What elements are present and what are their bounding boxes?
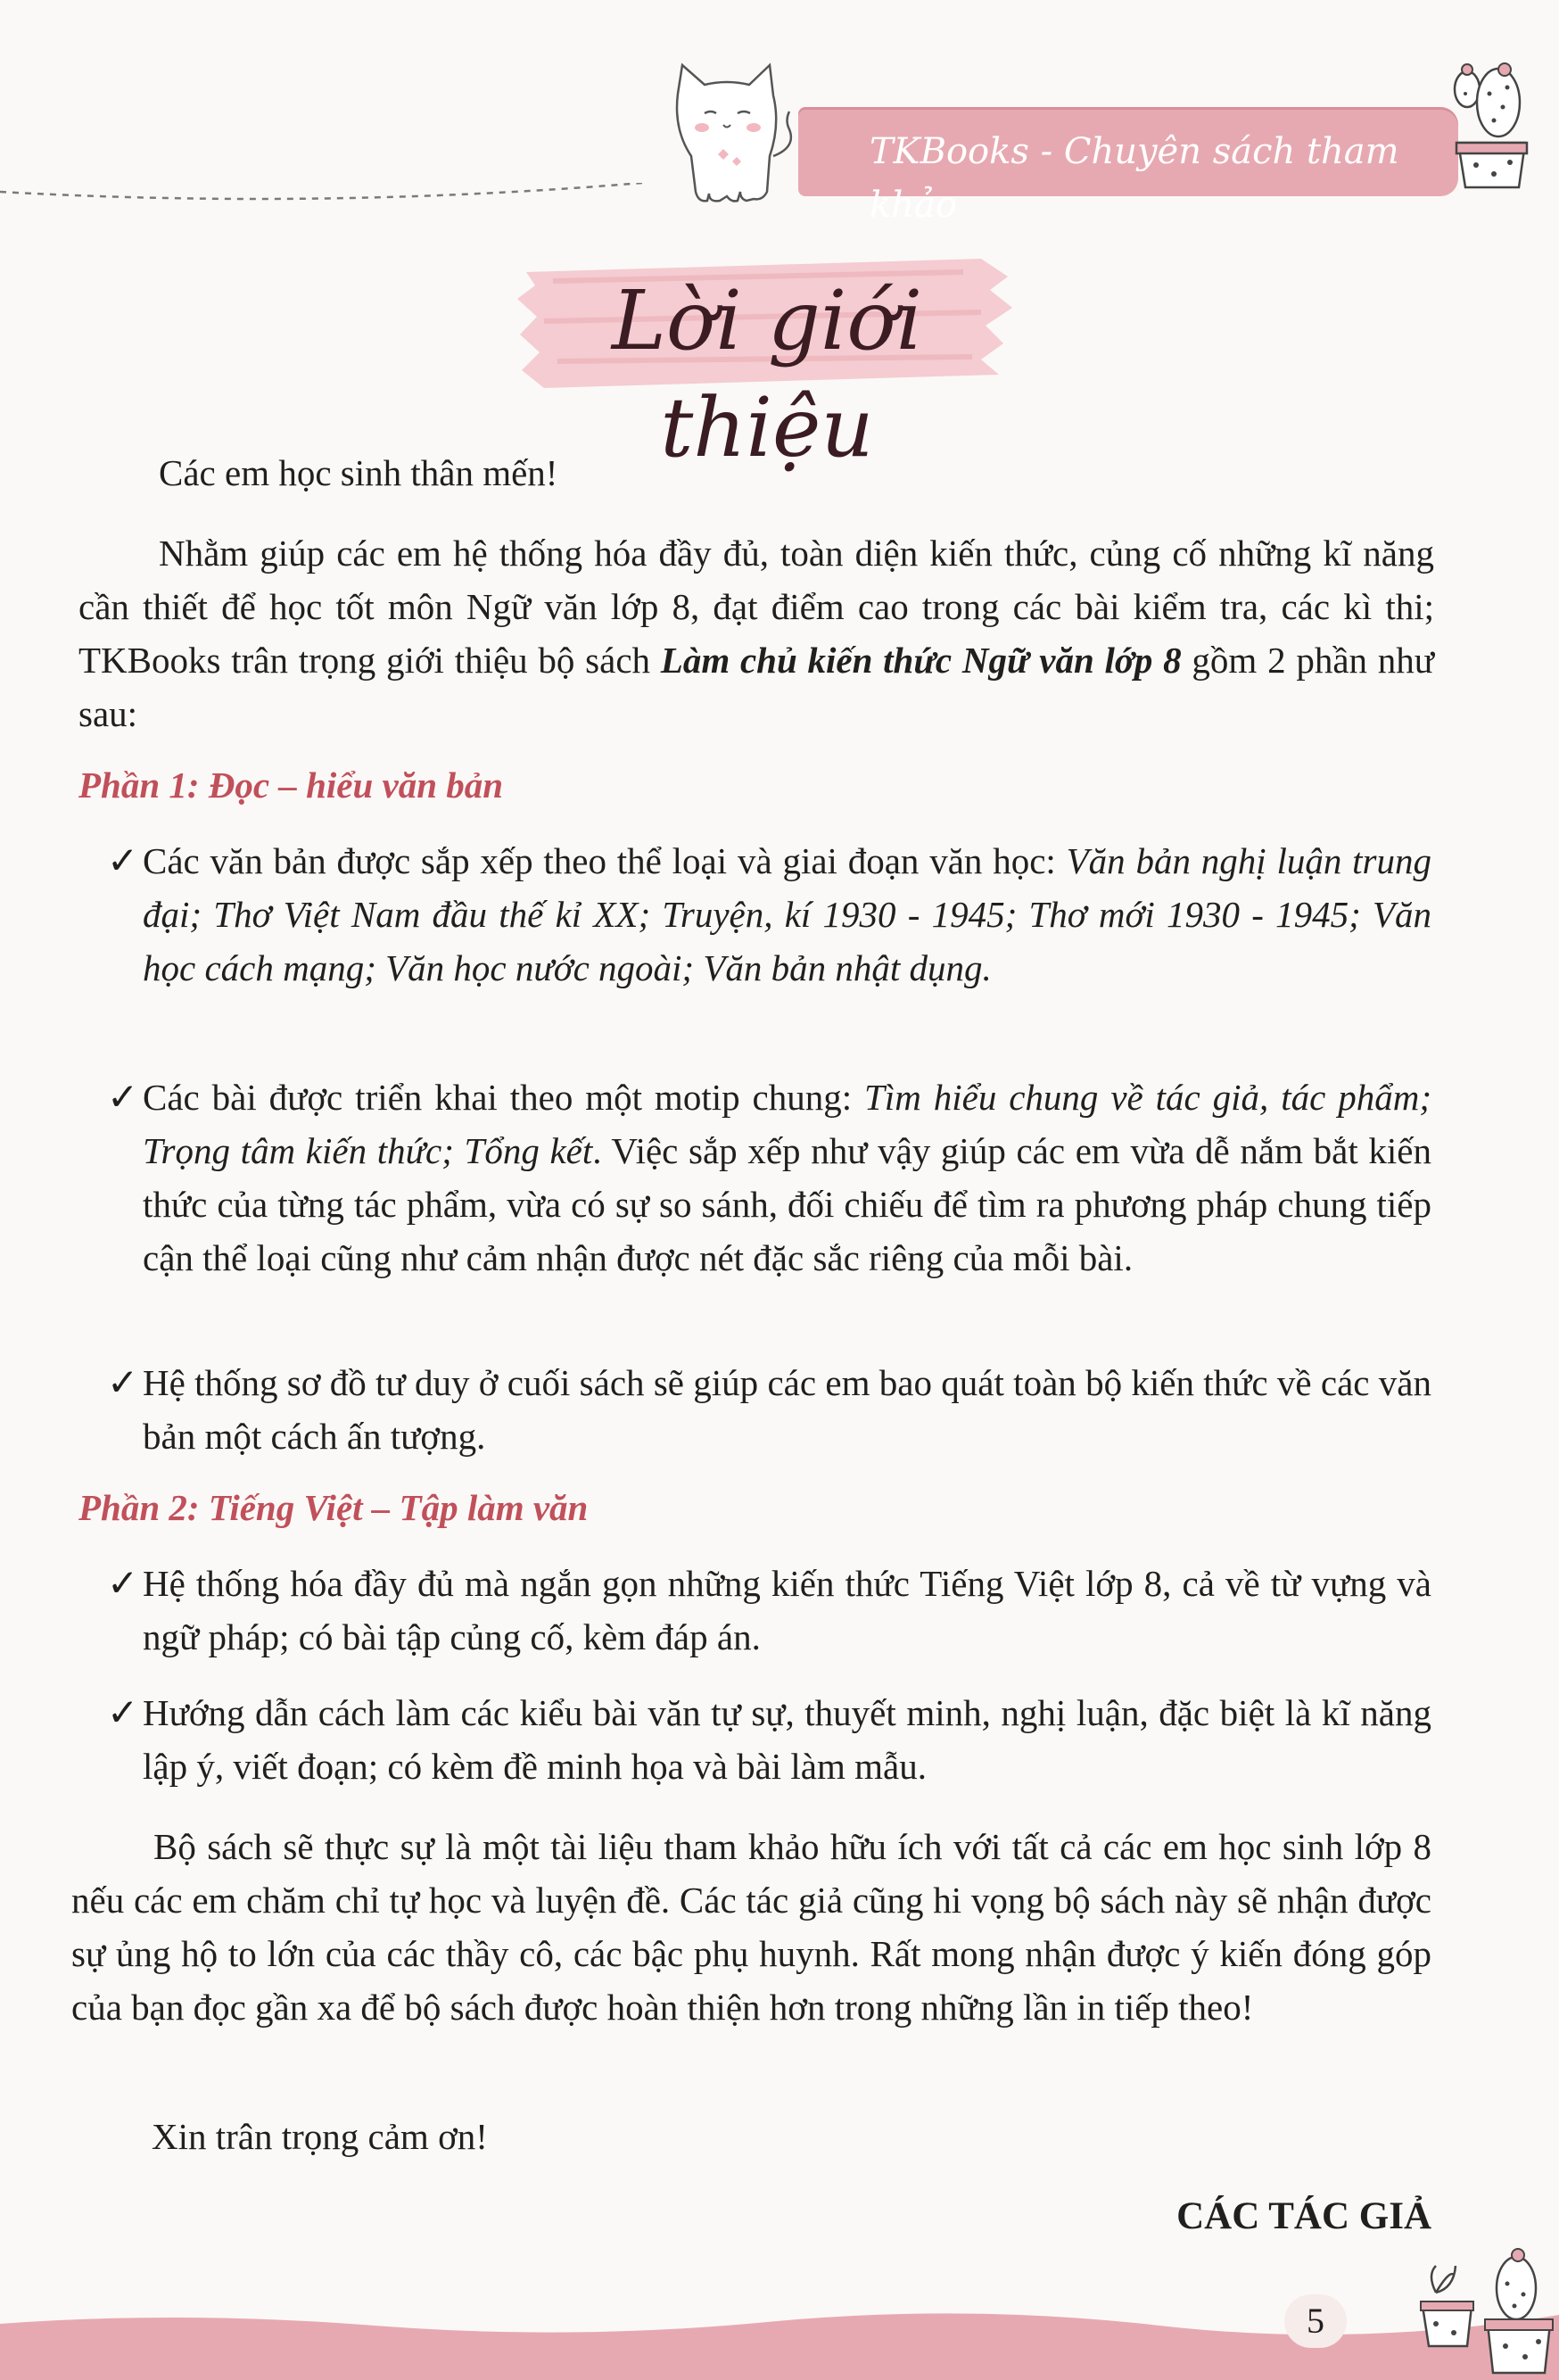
page-title: Lời giới thiệu bbox=[611, 273, 923, 475]
page-number: 5 bbox=[1284, 2294, 1347, 2348]
part1-bullet-2 bbox=[107, 1070, 1431, 1285]
closing-paragraph: Bộ sách sẽ thực sự là một tài liệu tham khảo hữu ích với tất cả các em học sinh lớp 8 nếu các em chăm chỉ tự học và luyện đề. Các tác giả cũng hi vọng bộ sách này sẽ nhận được sự ủng hộ to lớn của các thầy cô, các bậc phụ huynh. Rất mong nhận được ý kiến đóng góp của bạn đọc gần xa để bộ sách được hoàn thiện hơn trong những lần in tiếp theo! bbox=[71, 1826, 1431, 2028]
book-title: Làm chủ kiến thức Ngữ văn lớp 8 bbox=[660, 640, 1182, 681]
check-icon: ✓ bbox=[107, 1690, 139, 1734]
part1-bullet-1 bbox=[107, 834, 1431, 995]
bullet-italic-text: Tìm hiểu chung về tác giả, tác phẩm; Trọng tâm kiến thức; Tổng kết bbox=[143, 1077, 1431, 1171]
intro-paragraph bbox=[78, 526, 1434, 740]
check-icon: ✓ bbox=[107, 1561, 139, 1605]
part1-heading: Phần 1: Đọc – hiểu văn bản bbox=[78, 764, 504, 806]
bullet-text: Các bài được triển khai theo một motip chung: bbox=[143, 1077, 865, 1118]
check-icon: ✓ bbox=[107, 1075, 139, 1119]
greeting-text: Các em học sinh thân mến! bbox=[159, 452, 558, 493]
check-icon: ✓ bbox=[107, 839, 139, 882]
intro-text-1: Nhằm giúp các em hệ thống hóa đầy đủ, toàn diện kiến thức, củng cố những kĩ năng cần thiết để học tốt môn Ngữ văn lớp 8, đạt điểm cao trong các bài kiểm tra, các kì thi; TKBooks trân trọng giới thiệu bộ sách bbox=[78, 533, 1434, 681]
intro-text-2: gồm 2 phần như sau: bbox=[78, 640, 1434, 734]
bullet-text: Hướng dẫn cách làm các kiểu bài văn tự sự, thuyết minh, nghị luận, đặc biệt là kĩ năng lập ý, viết đoạn; có kèm đề minh họa và bài làm mẫu. bbox=[143, 1692, 1431, 1787]
cactus-pots-icon bbox=[1418, 2239, 1559, 2380]
bullet-text: Hệ thống hóa đầy đủ mà ngắn gọn những kiến thức Tiếng Việt lớp 8, cả về từ vựng và ngữ pháp; có bài tập củng cố, kèm đáp án. bbox=[143, 1563, 1431, 1657]
part2-bullet-2 bbox=[107, 1686, 1431, 1793]
signature: CÁC TÁC GIẢ bbox=[1176, 2195, 1431, 2237]
part2-heading: Phần 2: Tiếng Việt – Tập làm văn bbox=[78, 1487, 589, 1528]
dashed-divider bbox=[0, 183, 642, 210]
bullet-text-after: . Việc sắp xếp như vậy giúp các em vừa dễ nắm bắt kiến thức của từng tác phẩm, vừa có sự so sánh, đối chiếu để tìm ra phương pháp chung tiếp cận thể loại cũng như cảm nhận được nét đặc sắc riêng của mỗi bài. bbox=[143, 1130, 1431, 1278]
check-icon: ✓ bbox=[107, 1360, 139, 1404]
part1-bullet-3 bbox=[107, 1356, 1431, 1463]
bullet-text: Các văn bản được sắp xếp theo thể loại và giai đoạn văn học: bbox=[143, 840, 1067, 881]
thanks-text: Xin trân trọng cảm ơn! bbox=[152, 2116, 488, 2157]
part2-bullet-1 bbox=[107, 1557, 1431, 1664]
bullet-text: Hệ thống sơ đồ tư duy ở cuối sách sẽ giúp các em bao quát toàn bộ kiến thức về các văn bản một cách ấn tượng. bbox=[143, 1362, 1431, 1457]
cactus-pot-icon bbox=[1440, 54, 1538, 196]
cat-illustration-icon bbox=[656, 58, 798, 210]
bullet-italic-text: Văn bản nghị luận trung đại; Thơ Việt Nam đầu thế kỉ XX; Truyện, kí 1930 - 1945; Thơ mới 1930 - 1945; Văn học cách mạng; Văn học nước ngoài; Văn bản nhật dụng. bbox=[143, 840, 1431, 988]
header-tagline: TKBooks - Chuyên sách tham khảo bbox=[870, 131, 1399, 226]
